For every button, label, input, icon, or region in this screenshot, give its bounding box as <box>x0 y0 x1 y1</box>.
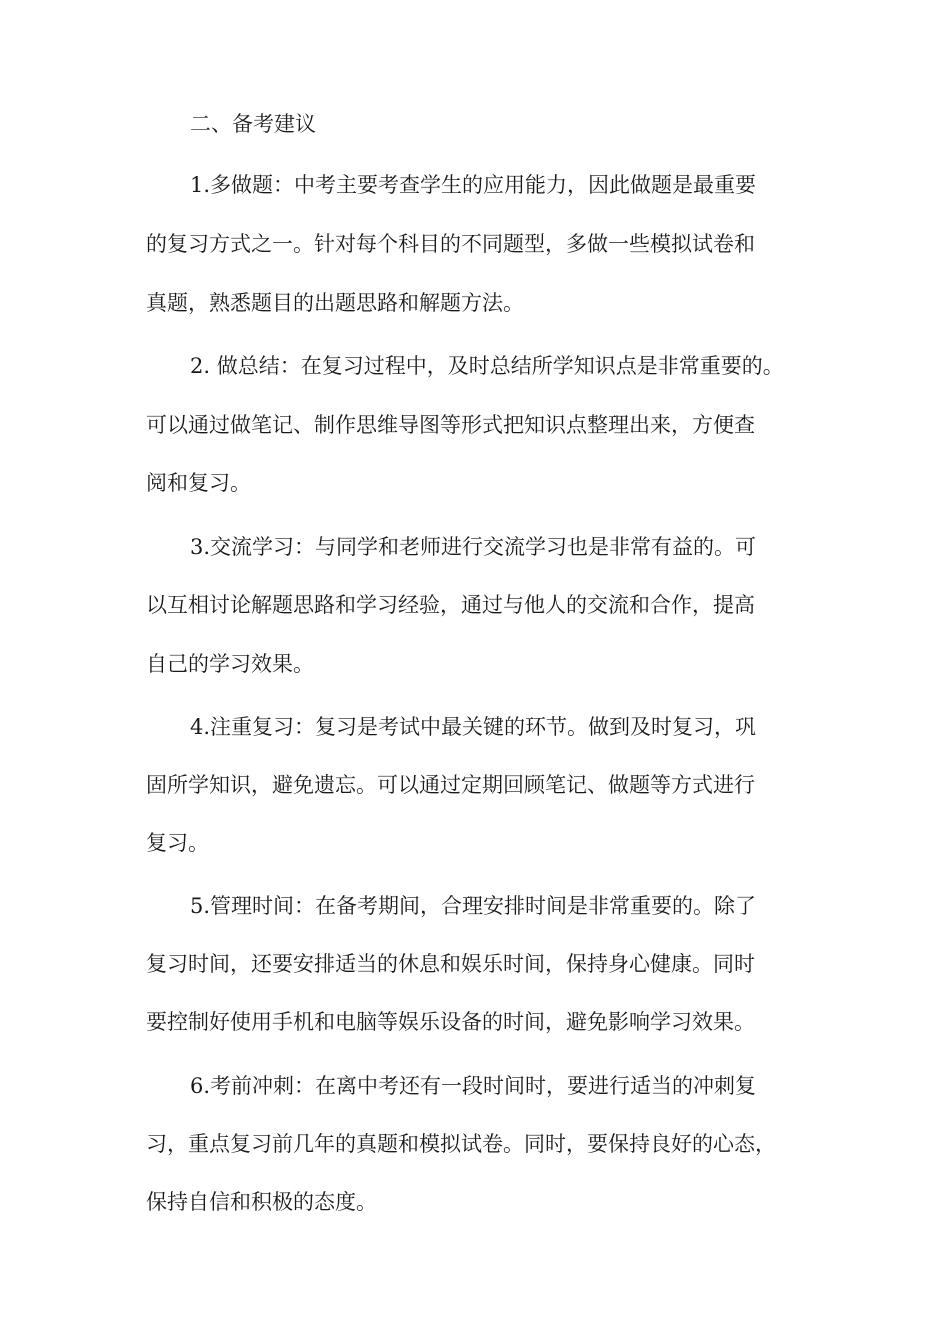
paragraph-1-line-1: 1.多做题：中考主要考查学生的应用能力，因此做题是最重要 <box>190 173 757 197</box>
paragraph-4-line-3: 复习。 <box>146 831 209 855</box>
paragraph-6-line-3: 保持自信和积极的态度。 <box>146 1190 377 1214</box>
paragraph-2-line-3: 阅和复习。 <box>146 471 251 495</box>
paragraph-4-line-1: 4.注重复习：复习是考试中最关键的环节。做到及时复习，巩 <box>190 715 757 739</box>
section-heading: 二、备考建议 <box>190 112 316 136</box>
paragraph-5-line-3: 要控制好使用手机和电脑等娱乐设备的时间，避免影响学习效果。 <box>146 1010 755 1034</box>
paragraph-5-line-2: 复习时间，还要安排适当的休息和娱乐时间，保持身心健康。同时 <box>146 952 755 976</box>
paragraph-2-line-1: 2. 做总结：在复习过程中，及时总结所学知识点是非常重要的。 <box>190 354 784 378</box>
paragraph-3-line-3: 自己的学习效果。 <box>146 652 314 676</box>
paragraph-5-line-1: 5.管理时间：在备考期间，合理安排时间是非常重要的。除了 <box>190 894 757 918</box>
paragraph-1-line-2: 的复习方式之一。针对每个科目的不同题型，多做一些模拟试卷和 <box>146 232 755 256</box>
paragraph-4-line-2: 固所学知识，避免遗忘。可以通过定期回顾笔记、做题等方式进行 <box>146 773 755 797</box>
paragraph-6-line-1: 6.考前冲刺：在离中考还有一段时间时，要进行适当的冲刺复 <box>190 1074 757 1098</box>
paragraph-1-line-3: 真题，熟悉题目的出题思路和解题方法。 <box>146 291 524 315</box>
paragraph-6-line-2: 习，重点复习前几年的真题和模拟试卷。同时，要保持良好的心态， <box>146 1132 776 1156</box>
paragraph-3-line-1: 3.交流学习：与同学和老师进行交流学习也是非常有益的。可 <box>190 535 757 559</box>
paragraph-2-line-2: 可以通过做笔记、制作思维导图等形式把知识点整理出来，方便查 <box>146 413 755 437</box>
paragraph-3-line-2: 以互相讨论解题思路和学习经验，通过与他人的交流和合作，提高 <box>146 593 755 617</box>
